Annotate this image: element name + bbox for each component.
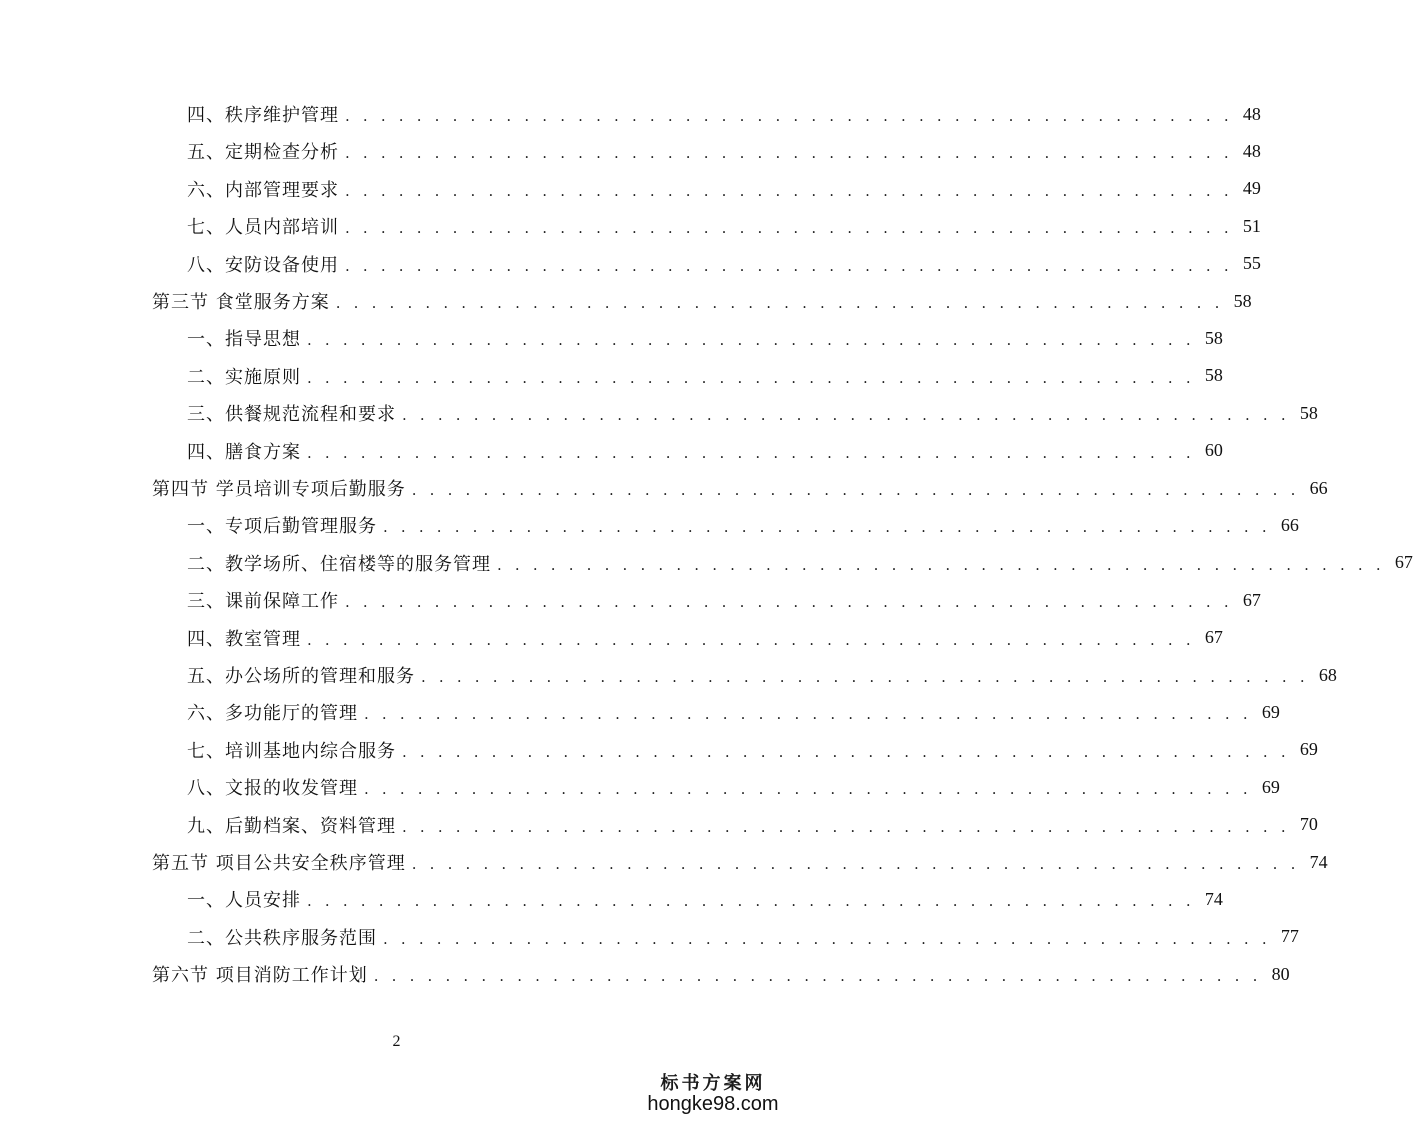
toc-entry-page: 74 <box>1204 888 1223 909</box>
toc-entry-label: 六、内部管理要求 <box>187 179 339 201</box>
toc-dot-leader: . . . . . . . . . . . . . . . . . . . . . . . . . . . . . . . . . . . . . . . . . . . . . . . . . . <box>421 668 1309 686</box>
toc-entry[interactable] <box>187 773 1280 801</box>
toc-dot-leader: . . . . . . . . . . . . . . . . . . . . . . . . . . . . . . . . . . . . . . . . . . . . . . . . . . <box>345 219 1233 238</box>
toc-entry-label: 第五节 项目公共安全秩序管理 <box>152 853 406 874</box>
toc-entry-page: 69 <box>1261 701 1280 722</box>
toc-entry-label: 第四节 学员培训专项后勤服务 <box>152 479 406 500</box>
toc-entry-label: 七、培训基地内综合服务 <box>187 740 396 762</box>
toc-dot-leader: . . . . . . . . . . . . . . . . . . . . . . . . . . . . . . . . . . . . . . . . . . . . . . . . . . <box>402 817 1290 836</box>
toc-entry-label: 八、文报的收发管理 <box>187 778 358 800</box>
toc-entry-page: 67 <box>1204 627 1223 648</box>
toc-entry-page: 60 <box>1204 440 1223 461</box>
toc-dot-leader: . . . . . . . . . . . . . . . . . . . . . . . . . . . . . . . . . . . . . . . . . . . . . . . . . . <box>345 144 1233 163</box>
toc-dot-leader: . . . . . . . . . . . . . . . . . . . . . . . . . . . . . . . . . . . . . . . . . . . . . . . . . . <box>402 742 1290 761</box>
toc-dot-leader: . . . . . . . . . . . . . . . . . . . . . . . . . . . . . . . . . . . . . . . . . . . . . . . . . . <box>345 256 1233 275</box>
toc-dot-leader: . . . . . . . . . . . . . . . . . . . . . . . . . . . . . . . . . . . . . . . . . . . . . . . . . . <box>364 705 1252 724</box>
toc-entry[interactable] <box>187 624 1223 652</box>
toc-entry-label: 四、秩序维护管理 <box>187 105 339 126</box>
toc-dot-leader: . . . . . . . . . . . . . . . . . . . . . . . . . . . . . . . . . . . . . . . . . . . . . . . . . . <box>497 555 1385 574</box>
toc-entry-page: 58 <box>1204 365 1223 386</box>
toc-entry[interactable] <box>187 250 1261 278</box>
toc-entry[interactable] <box>187 885 1223 913</box>
toc-entry-page: 58 <box>1204 327 1223 348</box>
page-number: 2 <box>392 1033 401 1050</box>
toc-entry[interactable] <box>187 324 1223 352</box>
toc-entry[interactable] <box>152 474 1328 502</box>
toc-dot-leader: . . . . . . . . . . . . . . . . . . . . . . . . . . . . . . . . . . . . . . . . . . . . . . . . . . <box>411 855 1300 873</box>
toc-entry-label: 一、人员安排 <box>187 890 301 912</box>
toc-dot-leader: . . . . . . . . . . . . . . . . . . . . . . . . . . . . . . . . . . . . . . . . . . . . . . . . . . <box>307 892 1195 911</box>
toc-dot-leader: . . . . . . . . . . . . . . . . . . . . . . . . . . . . . . . . . . . . . . . . . . . . . . . . . . <box>307 368 1195 387</box>
toc-dot-leader: . . . . . . . . . . . . . . . . . . . . . . . . . . . . . . . . . . . . . . . . . . . . . . . . . . <box>383 518 1271 537</box>
toc-entry-page: 55 <box>1242 253 1261 274</box>
toc-entry-page: 48 <box>1242 103 1261 124</box>
toc-entry[interactable] <box>187 100 1261 128</box>
toc-entry-page: 74 <box>1309 851 1328 872</box>
toc-entry-page: 69 <box>1299 739 1318 760</box>
toc-entry-page: 58 <box>1299 402 1318 423</box>
toc-entry-label: 第六节 项目消防工作计划 <box>152 965 368 987</box>
toc-entry[interactable] <box>187 661 1337 689</box>
toc-entry-label: 三、供餐规范流程和要求 <box>187 404 396 426</box>
toc-dot-leader: . . . . . . . . . . . . . . . . . . . . . . . . . . . . . . . . . . . . . . . . . . . . . . . . . . <box>364 780 1252 799</box>
toc-entry[interactable] <box>187 736 1318 764</box>
toc-entry[interactable] <box>152 287 1252 315</box>
toc-dot-leader: . . . . . . . . . . . . . . . . . . . . . . . . . . . . . . . . . . . . . . . . . . . . . . . . . . <box>335 294 1224 312</box>
toc-entry-label: 八、安防设备使用 <box>187 254 339 276</box>
toc-entry[interactable] <box>187 137 1261 165</box>
toc-entry-page: 77 <box>1280 926 1299 947</box>
toc-entry-label: 二、公共秩序服务范围 <box>187 927 377 949</box>
toc-entry-label: 七、人员内部培训 <box>187 217 339 239</box>
toc-entry-label: 一、专项后勤管理服务 <box>187 516 377 538</box>
toc-entry[interactable] <box>187 811 1318 839</box>
toc-dot-leader: . . . . . . . . . . . . . . . . . . . . . . . . . . . . . . . . . . . . . . . . . . . . . . . . . . <box>345 107 1233 125</box>
toc-entry[interactable] <box>187 437 1223 465</box>
toc-entry-label: 五、办公场所的管理和服务 <box>187 666 415 687</box>
toc-entry-label: 四、膳食方案 <box>187 441 301 463</box>
toc-entry-page: 69 <box>1261 776 1280 797</box>
toc-dot-leader: . . . . . . . . . . . . . . . . . . . . . . . . . . . . . . . . . . . . . . . . . . . . . . . . . . <box>307 630 1195 649</box>
toc-entry-label: 四、教室管理 <box>187 628 301 650</box>
toc-entry-page: 66 <box>1280 514 1299 535</box>
watermark-logo <box>643 1069 783 1116</box>
toc-entry-label: 一、指导思想 <box>187 329 301 351</box>
toc-entry-page: 66 <box>1309 477 1328 498</box>
toc-dot-leader: . . . . . . . . . . . . . . . . . . . . . . . . . . . . . . . . . . . . . . . . . . . . . . . . . . <box>402 406 1290 425</box>
toc-entry[interactable] <box>187 511 1299 539</box>
watermark-cn: 标书方案网 <box>660 1073 766 1094</box>
toc-dot-leader: . . . . . . . . . . . . . . . . . . . . . . . . . . . . . . . . . . . . . . . . . . . . . . . . . . <box>383 929 1271 948</box>
toc-entry[interactable] <box>187 212 1261 240</box>
toc-dot-leader: . . . . . . . . . . . . . . . . . . . . . . . . . . . . . . . . . . . . . . . . . . . . . . . . . . <box>345 593 1233 612</box>
toc-entry[interactable] <box>187 175 1261 203</box>
toc-entry-label: 五、定期检查分析 <box>187 142 339 164</box>
toc-entry-page: 48 <box>1242 140 1261 161</box>
toc-entry-page: 67 <box>1242 589 1261 610</box>
toc-dot-leader: . . . . . . . . . . . . . . . . . . . . . . . . . . . . . . . . . . . . . . . . . . . . . . . . . . <box>307 443 1195 462</box>
toc-dot-leader: . . . . . . . . . . . . . . . . . . . . . . . . . . . . . . . . . . . . . . . . . . . . . . . . . . <box>345 181 1233 200</box>
toc-dot-leader: . . . . . . . . . . . . . . . . . . . . . . . . . . . . . . . . . . . . . . . . . . . . . . . . . . <box>373 967 1262 986</box>
toc-entry-page: 70 <box>1299 814 1318 835</box>
toc-entry-label: 二、教学场所、住宿楼等的服务管理 <box>187 553 491 575</box>
toc-entry-page: 51 <box>1242 215 1261 236</box>
toc-entry[interactable] <box>152 848 1328 876</box>
toc-entry-page: 68 <box>1318 664 1337 685</box>
toc-entry-page: 80 <box>1271 963 1290 984</box>
toc-entry-label: 二、实施原则 <box>187 366 301 388</box>
toc-entry-page: 67 <box>1394 552 1413 573</box>
watermark-en: hongke98.com <box>647 1093 779 1115</box>
toc-entry-label: 六、多功能厅的管理 <box>187 703 358 725</box>
toc-dot-leader: . . . . . . . . . . . . . . . . . . . . . . . . . . . . . . . . . . . . . . . . . . . . . . . . . . <box>411 481 1300 499</box>
toc-entry[interactable] <box>187 698 1280 726</box>
toc-entry[interactable] <box>187 549 1413 577</box>
toc-entry-page: 49 <box>1242 178 1261 199</box>
toc-entry[interactable] <box>187 399 1318 427</box>
toc-entry[interactable] <box>187 586 1261 614</box>
toc-entry-label: 九、后勤档案、资料管理 <box>187 815 396 837</box>
toc-entry[interactable] <box>187 362 1223 390</box>
toc-entry-label: 三、课前保障工作 <box>187 591 339 613</box>
toc-entry[interactable] <box>152 960 1290 988</box>
toc-entry-label: 第三节 食堂服务方案 <box>152 292 330 313</box>
toc-entry-page: 58 <box>1233 290 1252 311</box>
toc-dot-leader: . . . . . . . . . . . . . . . . . . . . . . . . . . . . . . . . . . . . . . . . . . . . . . . . . . <box>307 331 1195 350</box>
toc-entry[interactable] <box>187 923 1299 951</box>
